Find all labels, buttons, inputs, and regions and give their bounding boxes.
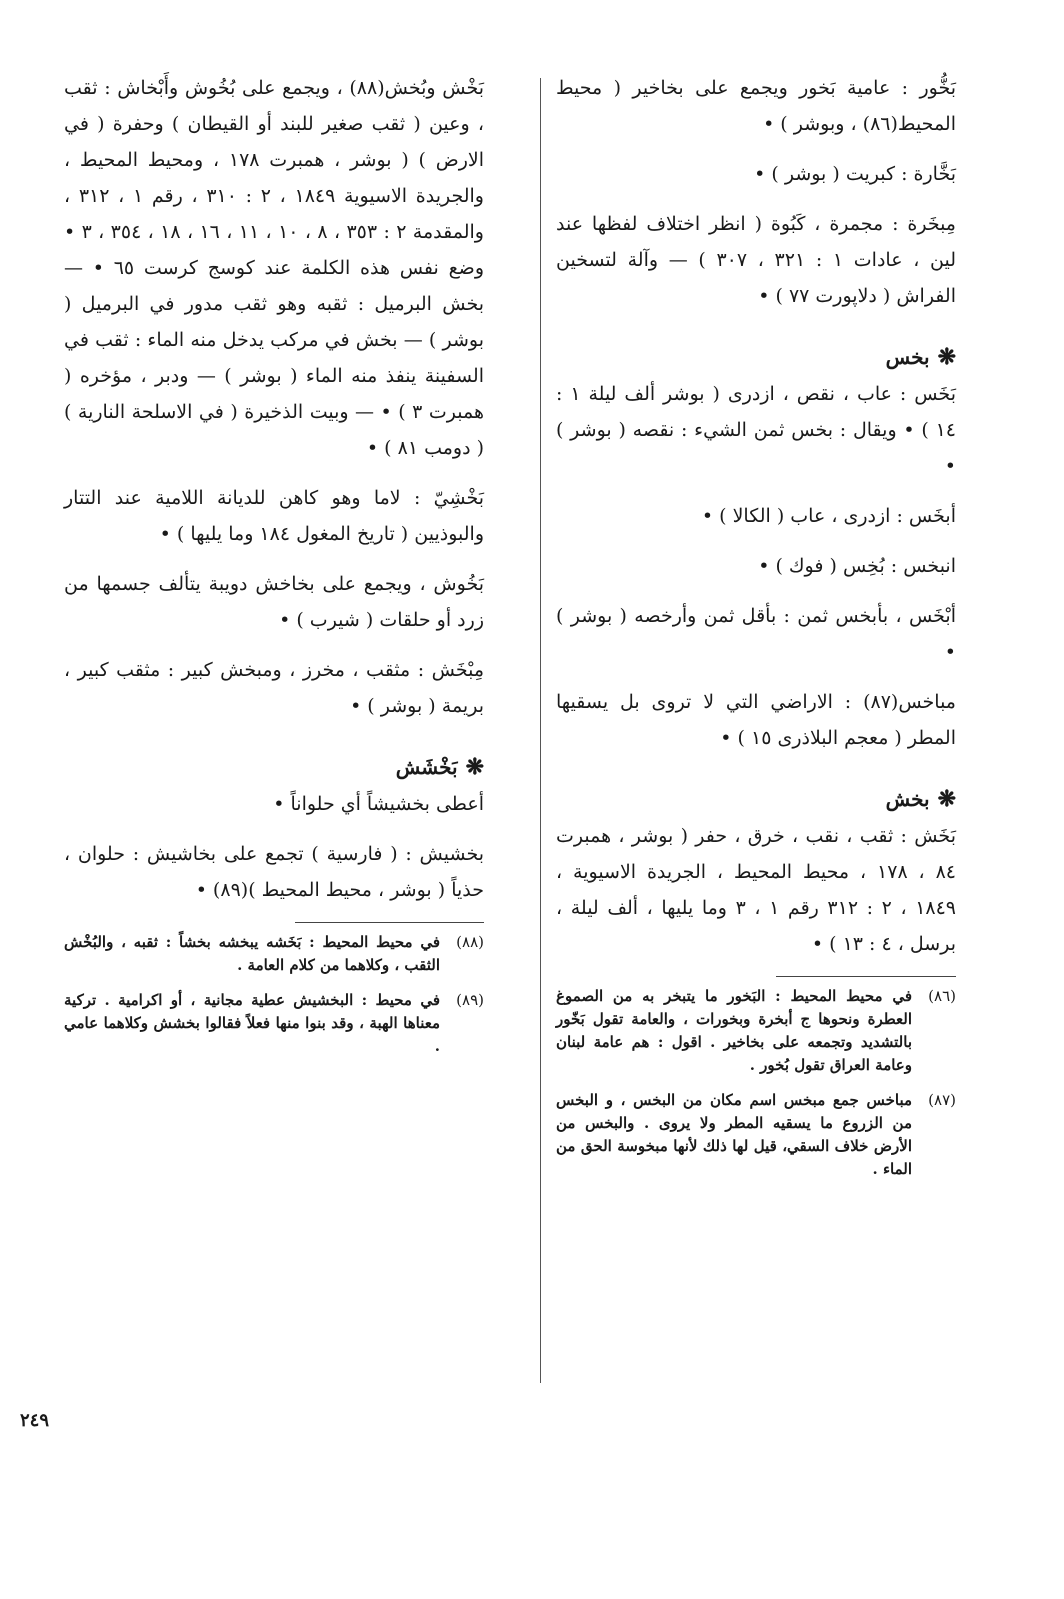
entry: مِبْخَش : مثقب ، مخرز ، ومبخش كبير : مثقب كبير ، بريمة ( بوشر ) • [64, 659, 484, 717]
entry: بَخُوش ، ويجمع على بخاخش دويبة يتألف جسمها من زرد أو حلقات ( شيرب ) • [64, 573, 484, 631]
footnote-rule [295, 922, 484, 923]
root-heading [556, 340, 956, 374]
entry: بخشيش : ( فارسية ) تجمع على بخاشيش : حلوان ، حذياً ( بوشر ، محيط المحيط )(٨٩) • [64, 843, 484, 901]
entry: بَخْش وبُخش(٨٨) ، ويجمع على بُخُوش وأَبْخاش : ثقب ، وعين ( ثقب صغير للبند أو القيطان ) وحفرة ( في الارض ) ( بوشر ، همبرت ١٧٨ ، ومحيط المحيط ، والجريدة الاسيوية ١٨٤٩ ، ٢ : ٣١٠ ، رقم ١ ، ٣١٢ ، والمقدمة ٢ : ٣٥٣ ، ٨ ، ١٠ ، ١١ ، ١٦ ، ١٨ ، ٣٥٤ ، ٣ • وضع نفس هذه الكلمة عند كوسج كرست ٦٥ • — بخش البرميل : ثقبه وهو ثقب مدور في البرميل ( بوشر ) — بخش في مركب يدخل منه الماء : ثقب في السفينة ينفذ منه الماء ( بوشر ) — ودبر ، مؤخره ( همبرت ٣ ) • — وبيت الذخيرة ( في الاسلحة النارية ) ( دومب ٨١ ) • [64, 77, 485, 459]
entry: أبْخَس ، بأبخس ثمن : بأقل ثمن وأرخصه ( بوشر ) • [556, 605, 956, 663]
entry: بَخْشِيّ : لاما وهو كاهن للديانة اللامية عند التتار والبوذيين ( تاريخ المغول ١٨٤ وما يليها ) • [64, 487, 484, 545]
root-word: بخس [885, 345, 930, 369]
asterism-icon: ❋ [937, 344, 956, 370]
entry: مباخس(٨٧) : الاراضي التي لا تروى بل يسقيها المطر ( معجم البلاذرى ١٥ ) • [556, 691, 956, 749]
entry: انبخس : بُخِس ( فوك ) • [758, 555, 956, 577]
footnote [556, 1089, 956, 1181]
root-word: بخش [885, 787, 930, 811]
right-column [556, 70, 956, 1193]
footnote [64, 931, 484, 977]
entry: بَخَّارة : كبريت ( بوشر ) • [754, 163, 956, 185]
footnote-text: في محيط : البخشيش عطية مجانية ، أو اكرامية . تركية معناها الهبة ، وقد بنوا منها فعلاً فقالوا بخشش وكلاهما عامي . [64, 991, 440, 1055]
page-number: ٢٤٩ [20, 1410, 50, 1431]
footnote-text: مباخس جمع مبخس اسم مكان من البخس ، و البخس من الزروع ما يسقيه المطر ولا يروى . والبخس من الأرض خلاف السقي، قيل لها ذلك لأنها مبخوسة الحق من الماء . [556, 1091, 912, 1178]
root-heading [64, 750, 484, 784]
asterism-icon: ❋ [465, 754, 484, 780]
footnote-number: (٨٨) [456, 933, 484, 951]
entry: أعطى بخشيشاً أي حلواناً • [273, 793, 484, 815]
entry: بَخَس : عاب ، نقص ، ازدرى ( بوشر ألف ليلة ١ : ١٤ ) • ويقال : بخس ثمن الشيء : نقصه ( بوشر ) • [556, 383, 956, 477]
footnote-number: (٨٦) [928, 987, 956, 1005]
footnote [64, 989, 484, 1058]
column-divider [540, 78, 541, 1383]
footnote-text: في محيط المحيط : البَخور ما يتبخر به من الصموغ العطرة ونحوها ج أبخرة وبخورات ، والعامة تقول بَخّور بالتشديد وتجمعه على بخاخير . اقول : هم عامة لبنان وعامة العراق تقول بُخور . [556, 987, 912, 1074]
entry: بَخُّور : عامية بَخور ويجمع على بخاخير ( محيط المحيط(٨٦) ، وبوشر ) • [556, 77, 956, 135]
footnote-number: (٨٧) [928, 1091, 956, 1109]
root-word: بَخْشَش [395, 755, 458, 779]
asterism-icon: ❋ [937, 786, 956, 812]
entry: مِبخَرة : مجمرة ، كَبُوة ( انظر اختلاف لفظها عند لين ، عادات ١ : ٣٢١ ، ٣٠٧ ) — وآلة لتسخين الفراش ( دلاپورت ٧٧ ) • [556, 213, 956, 307]
root-heading [556, 782, 956, 816]
footnote-text: في محيط المحيط : بَخَشه يبخشه بخشاً : ثقبه ، والبُخْش الثقب ، وكلاهما من كلام العامة . [64, 933, 440, 974]
entry: بَخَش : ثقب ، نقب ، خرق ، حفر ( بوشر ، همبرت ٨٤ ، ١٧٨ ، محيط المحيط ، الجريدة الاسيوية ، ١٨٤٩ ، ٢ : ٣١٢ رقم ١ ، ٣ وما يليها ، ألف ليلة ، برسل ، ٤ : ١٣ ) • [556, 825, 957, 955]
entry: أبخَس : ازدرى ، عاب ( الكالا ) • [701, 505, 956, 527]
footnote [556, 985, 956, 1077]
footnote-rule [776, 976, 956, 977]
left-column [64, 70, 484, 1070]
footnote-number: (٨٩) [456, 991, 484, 1009]
